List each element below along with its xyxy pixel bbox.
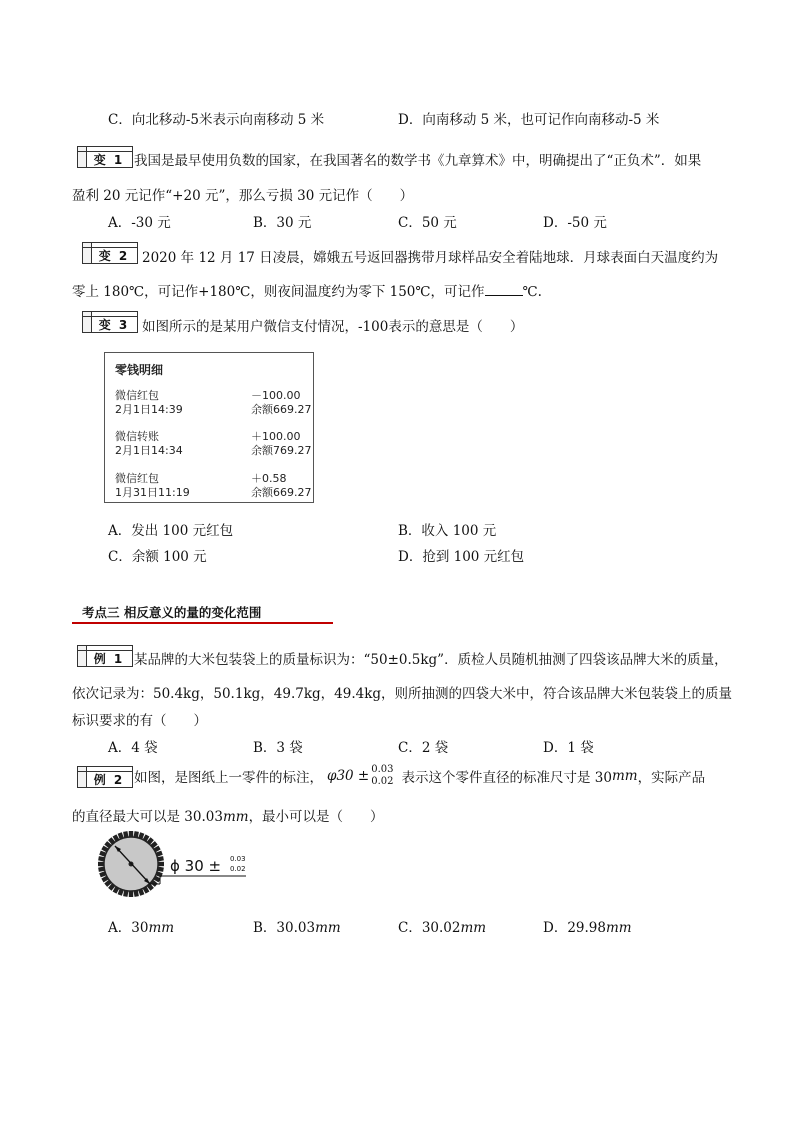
wallet-row-name: 微信转账	[115, 430, 159, 443]
option-c: C．余额 100 元	[108, 549, 207, 565]
option-a: A．4 袋	[108, 740, 158, 756]
figure-lower: 0.02	[230, 865, 246, 873]
gear-figure	[98, 826, 258, 906]
option-c: C．2 袋	[398, 740, 449, 756]
tolerance-fraction	[371, 764, 393, 788]
question-text: 依次记录为：50.4kg，50.1kg，49.7kg，49.4kg，则所抽测的四袋大米中，符合该品牌大米包装袋上的质量	[72, 686, 733, 702]
option-d: D．-50 元	[543, 215, 607, 231]
question-text-part: 如图，是图纸上一零件的标注，	[134, 770, 323, 786]
option-b: B．3 袋	[253, 740, 303, 756]
wallet-row-balance: 余额669.27	[251, 486, 312, 499]
option-b: B．收入 100 元	[398, 523, 497, 539]
variant-tag-label: 变 3	[98, 317, 130, 332]
option-b	[253, 916, 341, 936]
tolerance-lower: 0.02	[371, 776, 394, 787]
option-c: C．向北移动-5米表示向南移动 5 米	[108, 112, 325, 128]
figure-label: ϕ 30 ±	[170, 857, 222, 875]
wallet-title: 零钱明细	[115, 363, 164, 377]
question-text	[134, 760, 705, 792]
option-c: C．50 元	[398, 215, 457, 231]
example-tag-2	[77, 766, 133, 788]
unit: mm	[460, 920, 487, 936]
option-d: D．抢到 100 元红包	[398, 549, 525, 565]
question-text-part: 的直径最大可以是 30.03	[72, 809, 223, 825]
wallet-row-balance: 余额769.27	[251, 444, 312, 457]
question-text: 如图所示的是某用户微信支付情况，-100表示的意思是（ ）	[142, 319, 524, 335]
wallet-row-name: 微信红包	[115, 389, 159, 402]
answer-blank	[485, 283, 523, 296]
unit: mm	[611, 768, 638, 784]
wallet-row-amount: ＋100.00	[251, 430, 301, 443]
option-value: B．30.03	[253, 920, 316, 936]
section-underline	[72, 622, 333, 624]
wallet-row-name: 微信红包	[115, 472, 159, 485]
option-d	[543, 916, 632, 936]
question-text: 我国是最早使用负数的国家，在我国著名的数学书《九章算术》中，明确提出了“正负术”．如果	[134, 153, 702, 169]
unit: mm	[148, 920, 175, 936]
variant-tag-label: 变 2	[98, 248, 130, 263]
tolerance-notation: φ30 ±	[327, 768, 370, 784]
unit: mm	[222, 809, 249, 825]
option-d: D．向南移动 5 米，也可记作向南移动-5 米	[398, 112, 660, 128]
option-c	[398, 916, 486, 936]
option-value: C．30.02	[398, 920, 461, 936]
unit: mm	[315, 920, 341, 936]
wallet-row-time: 2月1日14:34	[115, 444, 183, 457]
wallet-row-time: 1月31日11:19	[115, 486, 190, 499]
question-text: 盈利 20 元记作“+20 元”，那么亏损 30 元记作（ ）	[72, 188, 414, 204]
figure-upper: 0.03	[230, 855, 246, 863]
wallet-row-balance: 余额669.27	[251, 403, 312, 416]
option-value: A．30	[108, 920, 149, 936]
question-text	[72, 280, 542, 300]
question-text-part: ，最小可以是（ ）	[248, 809, 384, 825]
question-text: 某品牌的大米包装袋上的质量标识为：“50±0.5kg”．质检人员随机抽测了四袋该品牌大米的质量，	[134, 652, 728, 668]
wallet-row-amount: ＋0.58	[251, 472, 287, 485]
variant-tag-label: 变 1	[93, 152, 125, 167]
unit: mm	[605, 920, 632, 936]
wallet-row-time: 2月1日14:39	[115, 403, 183, 416]
option-a	[108, 916, 174, 936]
tolerance-upper: 0.03	[371, 764, 394, 775]
option-a: A．发出 100 元红包	[108, 523, 234, 539]
wallet-figure	[104, 352, 314, 503]
option-d: D．1 袋	[543, 740, 594, 756]
question-text: 2020 年 12 月 17 日凌晨，嫦娥五号返回器携带月球样品安全着陆地球．月球表面白天温度约为	[142, 250, 719, 266]
option-a: A．-30 元	[108, 215, 171, 231]
section-title: 考点三 相反意义的量的变化范围	[82, 605, 262, 620]
question-text	[72, 805, 384, 825]
variant-tag-2	[82, 242, 138, 264]
variant-tag-3	[82, 311, 138, 333]
question-text-part: ，实际产品	[637, 770, 706, 786]
example-tag-label: 例 1	[93, 651, 125, 666]
wallet-row-amount: －100.00	[251, 389, 301, 402]
question-text-part: ℃.	[522, 284, 542, 300]
example-tag-1	[77, 645, 133, 667]
option-value: D．29.98	[543, 920, 606, 936]
question-text-part: 表示这个零件直径的标准尺寸是 30	[401, 770, 612, 786]
variant-tag-1	[77, 146, 133, 168]
question-text-part: 零上 180℃，可记作+180℃，则夜间温度约为零下 150℃，可记作	[72, 284, 485, 300]
example-tag-label: 例 2	[93, 772, 125, 787]
option-b: B．30 元	[253, 215, 312, 231]
question-text: 标识要求的有（ ）	[72, 713, 207, 729]
